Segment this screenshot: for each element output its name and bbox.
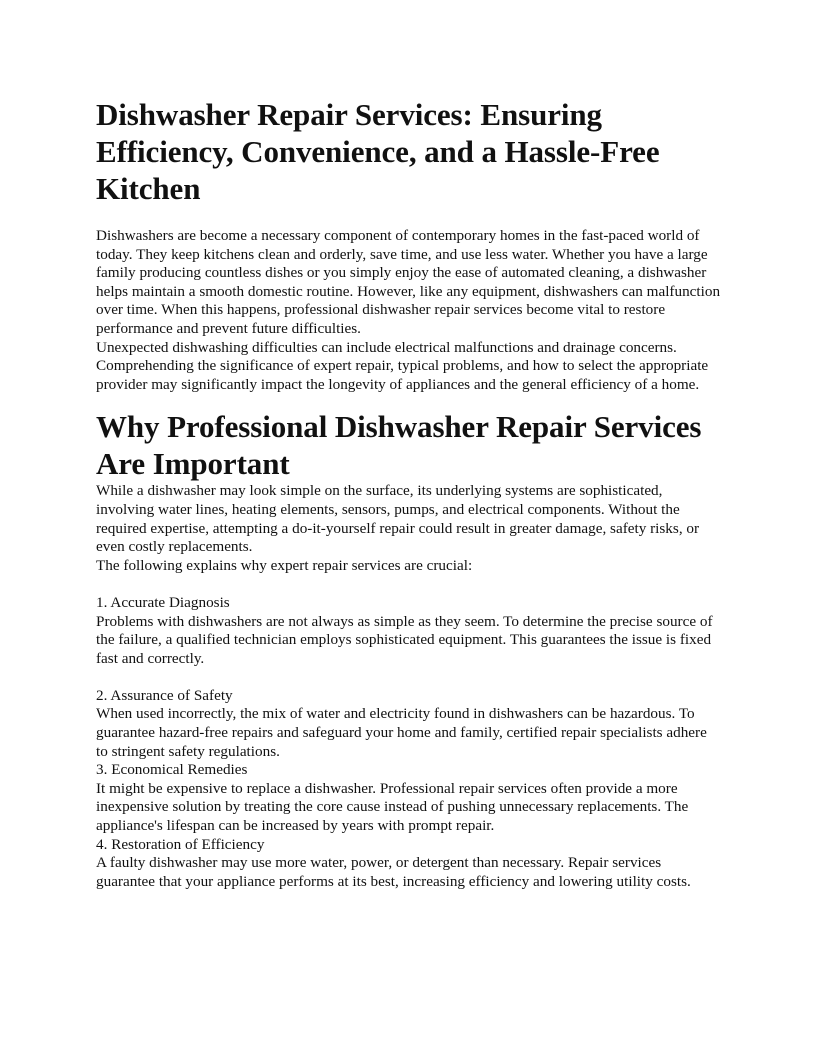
intro-paragraph: Unexpected dishwashing difficulties can include electrical malfunctions and drainage concerns. Comprehending the significance of expert repair, typical problems, and how to select the appropriate provider may significantly impact the longevity of appliances and the general efficiency of a home. [96,338,709,393]
item-body: It might be expensive to replace a dishwasher. Professional repair services often provide a more inexpensive solution by treating the core cause instead of pushing unnecessary replacements. The appliance's lifespan can be increased by years with prompt repair. [96,779,689,835]
item-heading: 2. Assurance of Safety [96,686,233,704]
list-item [96,594,722,668]
paragraph-gap [96,668,722,687]
document-page [96,96,722,891]
section-paragraph: The following explains why expert repair services are crucial: [96,556,473,574]
list-item [96,687,722,761]
item-body: Problems with dishwashers are not always as simple as they seem. To determine the precise source of the failure, a qualified technician employs sophisticated equipment. This guarantees the issue is fixed fast and correctly. [96,612,713,667]
section-heading: Why Professional Dishwasher Repair Services Are Important [96,409,702,482]
item-body: When used incorrectly, the mix of water and electricity found in dishwashers can be hazardous. To guarantee hazard-free repairs and safeguard your home and family, certified repair specialists adhere to stringent safety regulations. [96,705,707,760]
intro-section [96,227,722,394]
item-heading: 3. Economical Remedies [96,761,248,779]
list-item [96,761,722,835]
item-heading: 1. Accurate Diagnosis [96,593,230,611]
intro-paragraph: Dishwashers are become a necessary component of contemporary homes in the fast-paced world of today. They keep kitchens clean and orderly, save time, and use less water. Whether you have a large family producing countless dishes or you simply enjoy the ease of automated cleaning, a dishwasher helps maintain a smooth domestic routine. However, like any equipment, dishwashers can malfunction over time. When this happens, professional dishwasher repair services become vital to restore performance and prevent future difficulties. [96,227,721,337]
item-heading: 4. Restoration of Efficiency [96,835,265,853]
section-body [96,482,722,891]
document-title: Dishwasher Repair Services: Ensuring Efficiency, Convenience, and a Hassle-Free Kitchen [96,97,660,206]
paragraph-gap [96,575,722,594]
list-item [96,836,722,892]
item-body: A faulty dishwasher may use more water, power, or detergent than necessary. Repair services guarantee that your appliance performs at its best, increasing efficiency and lowering utility costs. [96,854,691,890]
section-paragraph: While a dishwasher may look simple on the surface, its underlying systems are sophisticated, involving water lines, heating elements, sensors, pumps, and electrical components. Without the required expertise, attempting a do-it-yourself repair could result in greater damage, safety risks, or even costly replacements. [96,482,700,556]
